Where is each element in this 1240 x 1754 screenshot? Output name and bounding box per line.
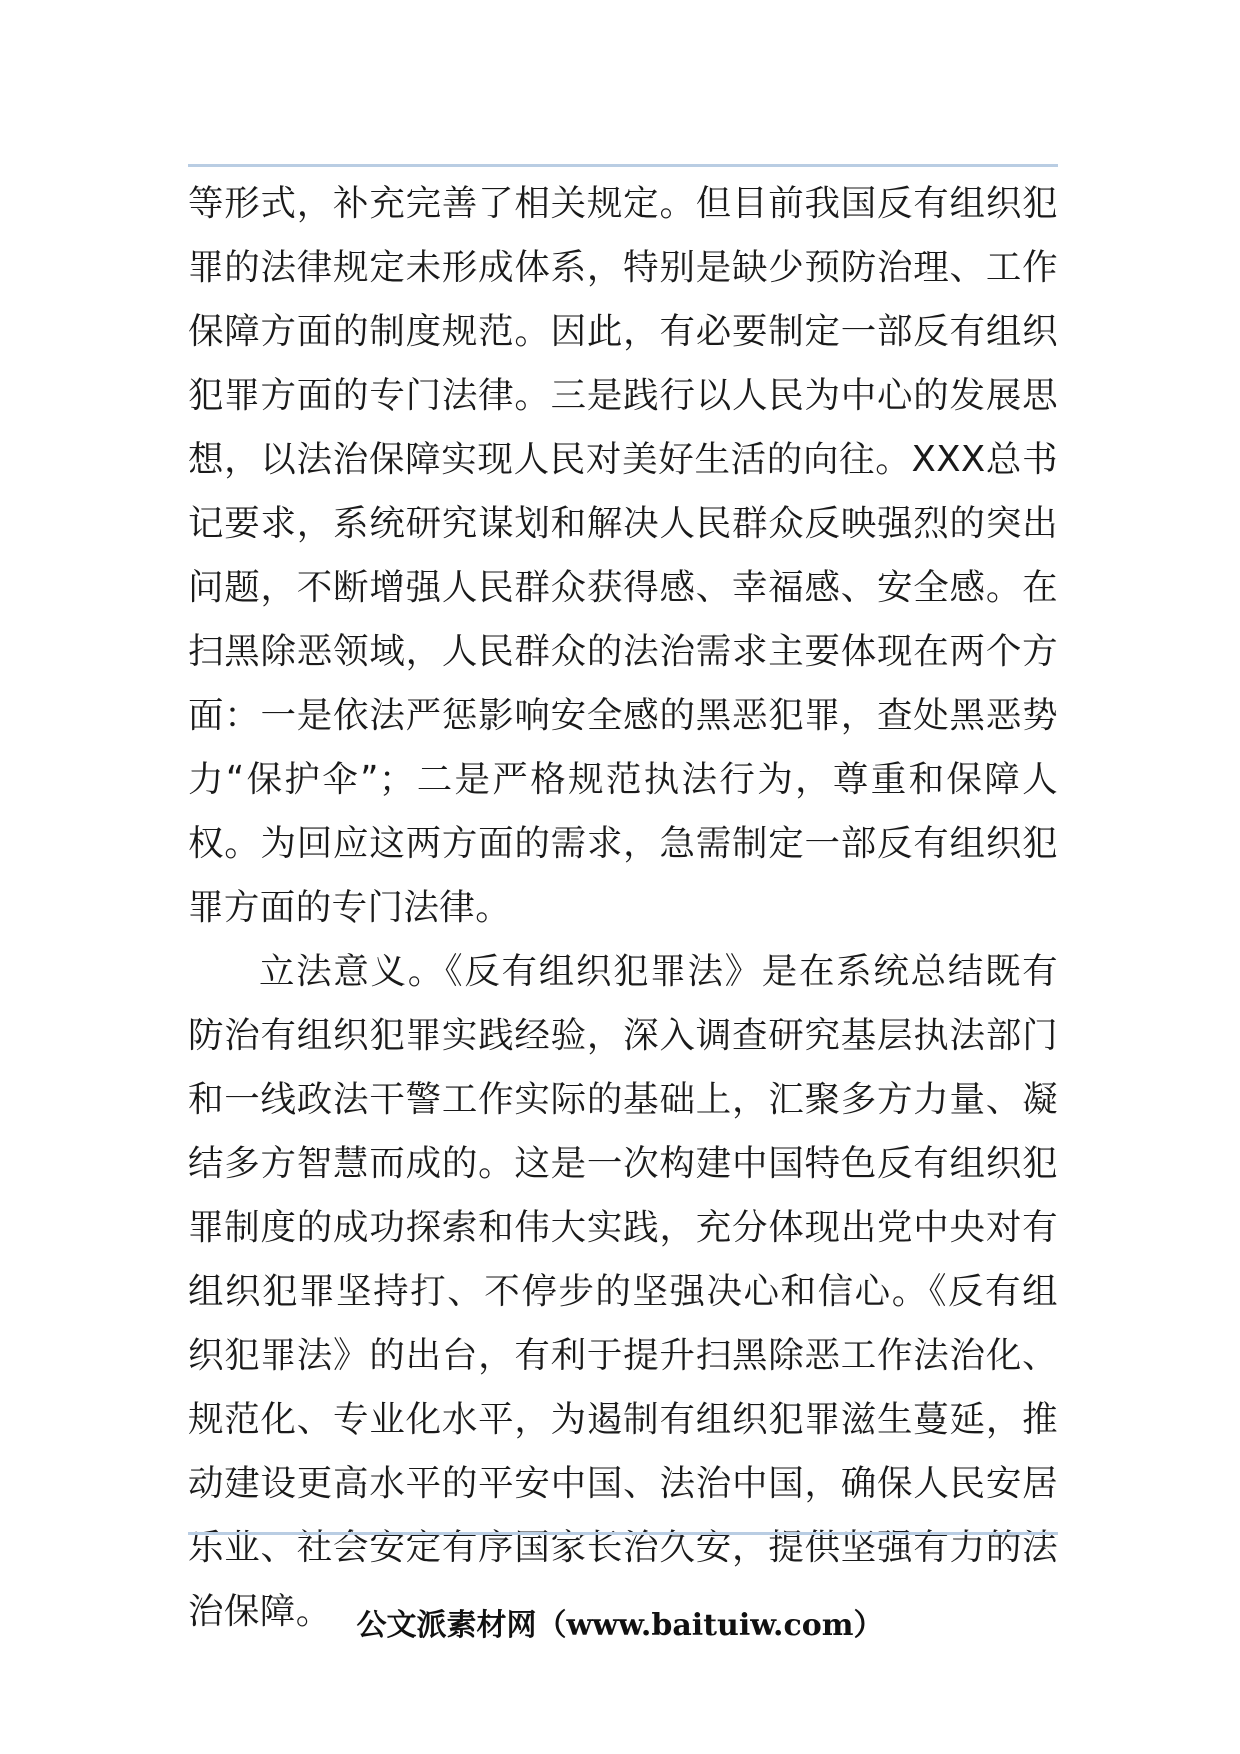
- paragraph-1: 等形式，补充完善了相关规定。但目前我国反有组织犯罪的法律规定未形成体系，特别是缺少预防治理、工作保障方面的制度规范。因此，有必要制定一部反有组织犯罪方面的专门法律。三是践行以人民为中心的发展思想，以法治保障实现人民对美好生活的向往。XXX总书记要求，系统研究谋划和解决人民群众反映强烈的突出问题，不断增强人民群众获得感、幸福感、安全感。在扫黑除恶领域，人民群众的法治需求主要体现在两个方面：一是依法严惩影响安全感的黑恶犯罪，查处黑恶势力“保护伞”；二是严格规范执法行为，尊重和保障人权。为回应这两方面的需求，急需制定一部反有组织犯罪方面的专门法律。: [188, 183, 1058, 928]
- paragraph-2: 立法意义。《反有组织犯罪法》是在系统总结既有防治有组织犯罪实践经验，深入调查研究基层执法部门和一线政法干警工作实际的基础上，汇聚多方力量、凝结多方智慧而成的。这是一次构建中国特色反有组织犯罪制度的成功探索和伟大实践，充分体现出党中央对有组织犯罪坚持打、不停步的坚强决心和信心。《反有组织犯罪法》的出台，有利于提升扫黑除恶工作法治化、规范化、专业化水平，为遏制有组织犯罪滋生蔓延，推动建设更高水平的平安中国、法治中国，确保人民安居乐业、社会安定有序国家长治久安，提供坚强有力的法治保障。: [188, 951, 1058, 1632]
- document-body: [188, 172, 1058, 1644]
- footer-divider: [188, 1532, 1058, 1535]
- header-divider: [188, 164, 1058, 167]
- footer-source: 公文派素材网（www.baituiw.com）: [356, 1608, 884, 1643]
